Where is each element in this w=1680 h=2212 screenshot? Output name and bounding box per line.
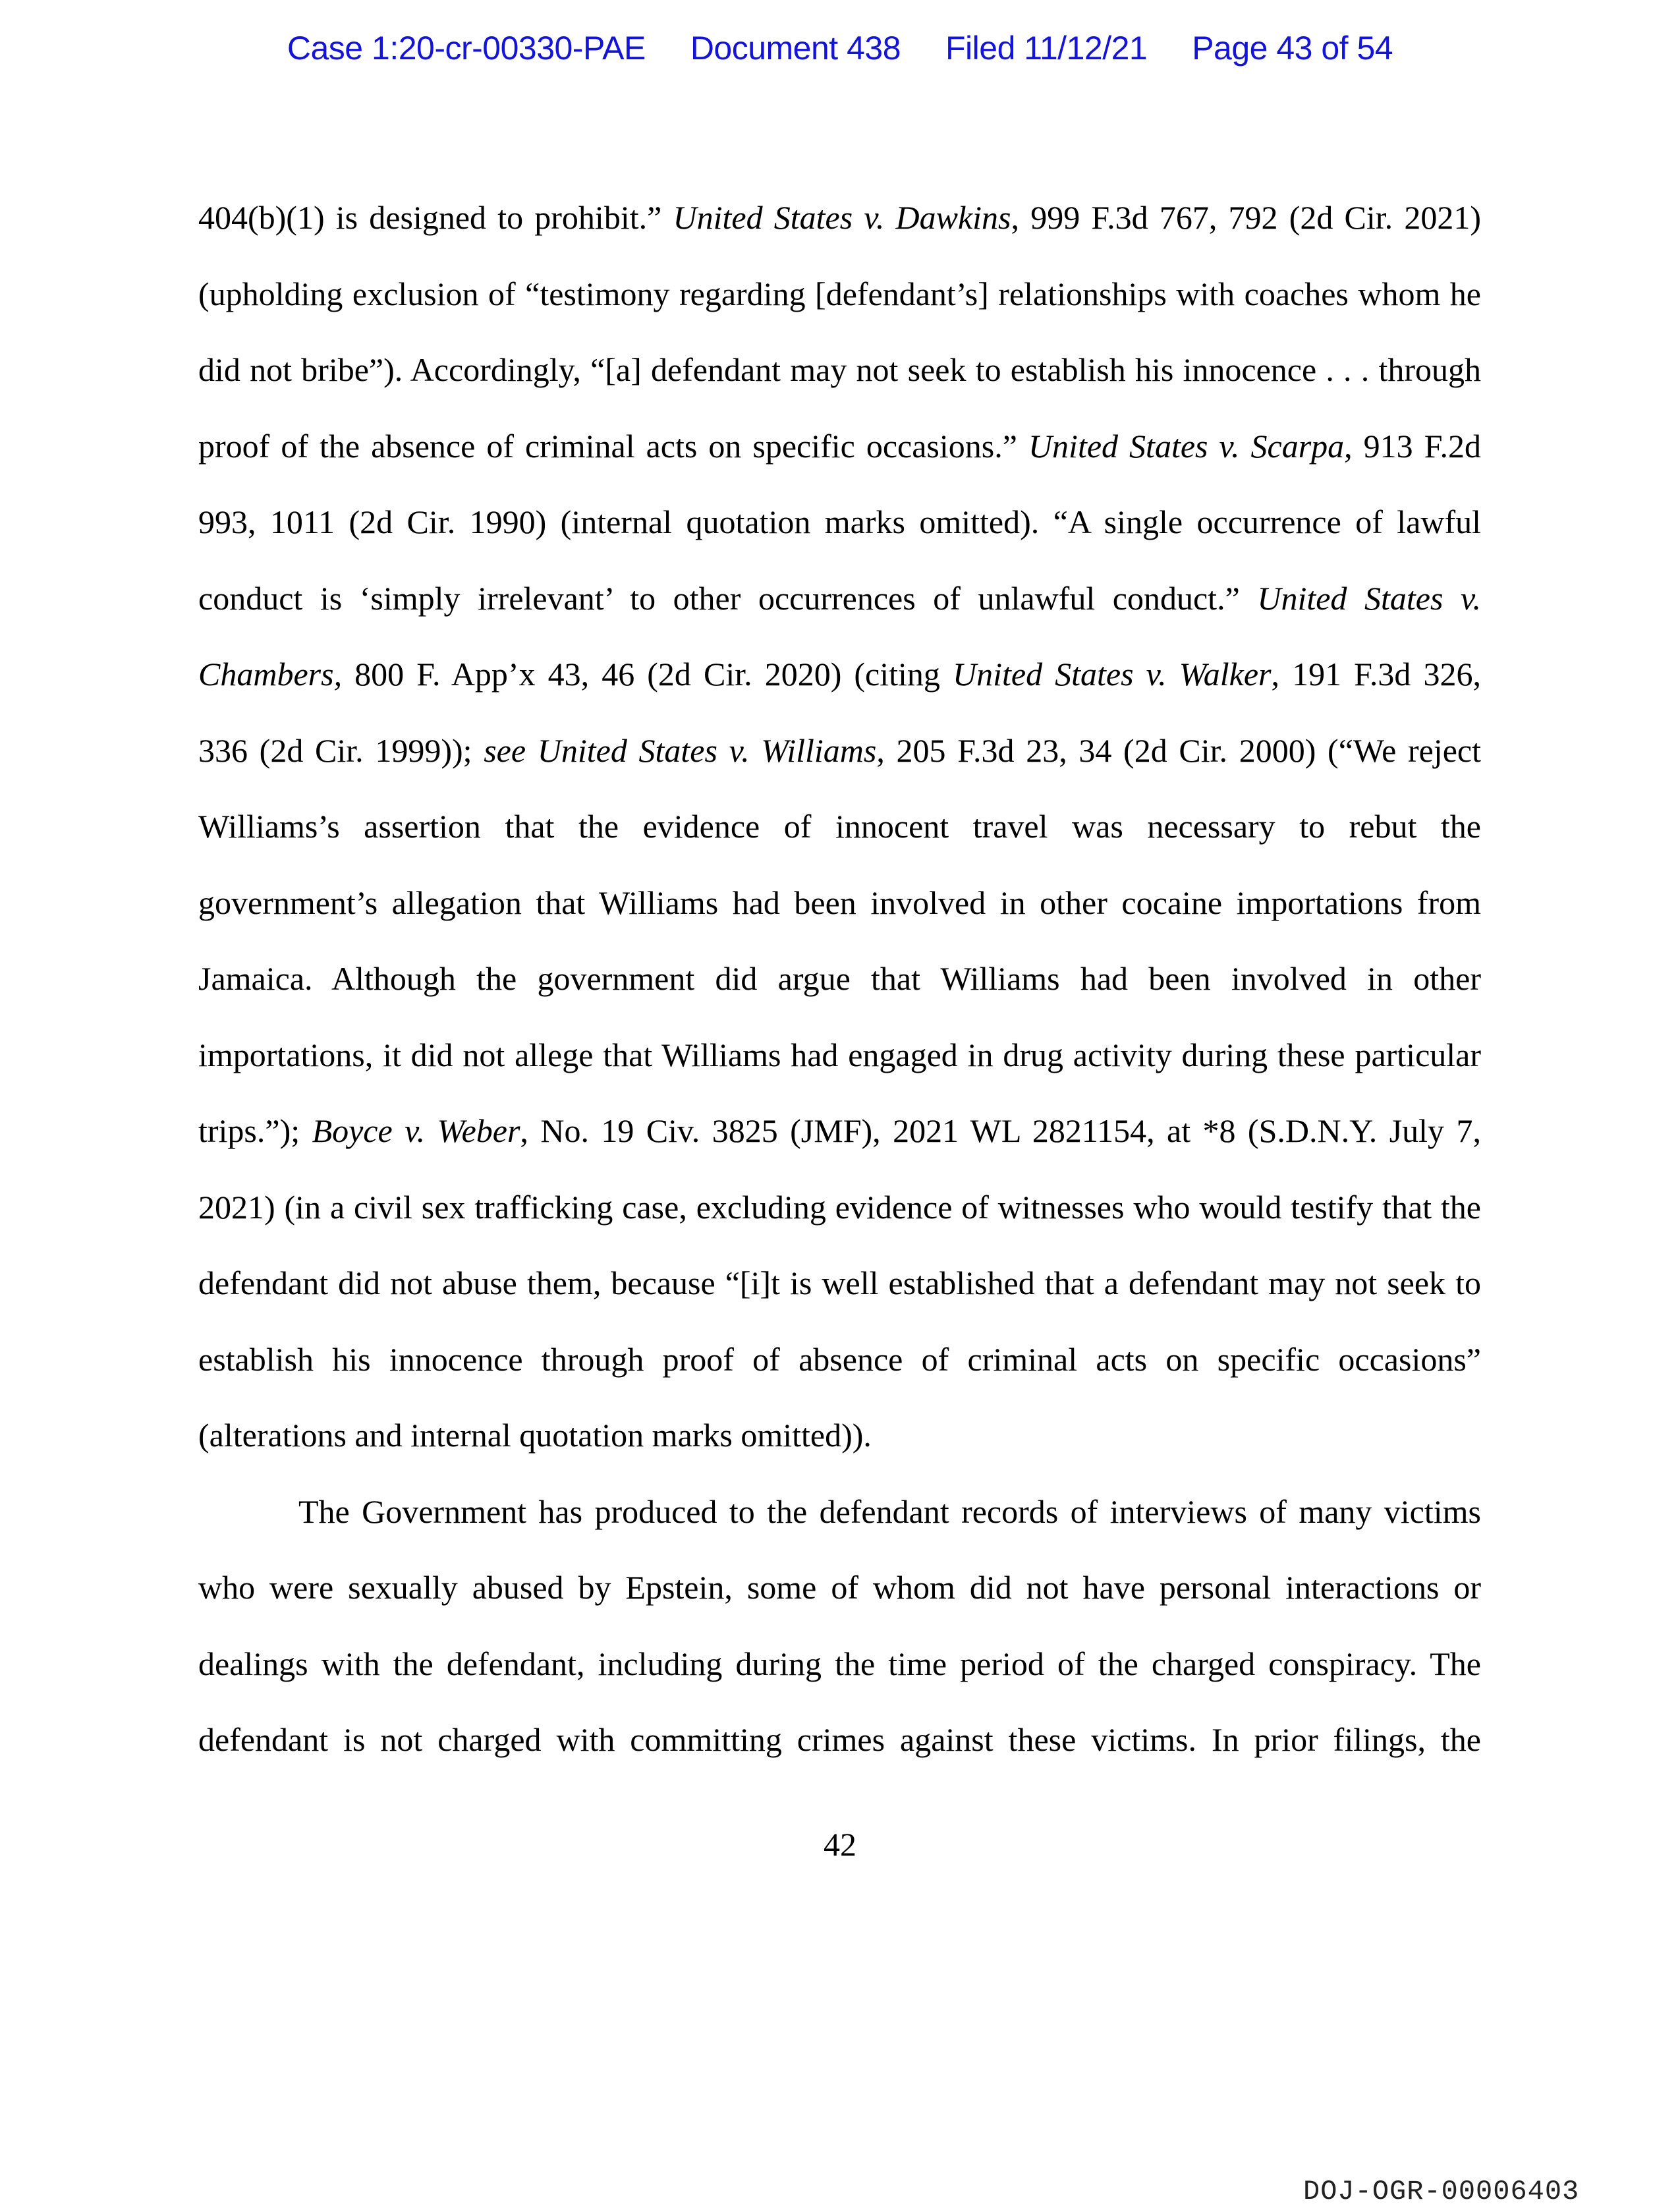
text-run: defendant did not abuse them, because “[i]t is well established that a defendant may not seek to [198, 1264, 1481, 1301]
text-run: Williams’s assertion that the evidence of innocent travel was necessary to rebut the [198, 808, 1481, 845]
text-line [198, 1340, 1481, 1379]
text-run: trips.”); [198, 1112, 312, 1149]
text-run: , 999 F.3d 767, 792 (2d Cir. 2021) [1011, 199, 1481, 236]
text-run: dealings with the defendant, including during the time period of the charged conspiracy. The [198, 1645, 1481, 1682]
text-run: (upholding exclusion of “testimony regarding [defendant’s] relationships with coaches whom he [198, 275, 1481, 312]
text-line [198, 654, 1481, 694]
text-run: 993, 1011 (2d Cir. 1990) (internal quotation marks omitted). “A single occurrence of lawful [198, 503, 1481, 540]
text-line [198, 1644, 1481, 1684]
text-line [198, 350, 1481, 389]
case-citation: United States v. Walker [953, 656, 1272, 693]
case-citation: United States v. Scarpa [1028, 427, 1345, 465]
text-run: proof of the absence of criminal acts on specific occasions.” [198, 427, 1028, 465]
text-line [198, 274, 1481, 314]
text-run: government’s allegation that Williams had been involved in other cocaine importations from [198, 884, 1481, 921]
text-run: 404(b)(1) is designed to prohibit.” [198, 199, 673, 236]
text-run: Jamaica. Although the government did argue that Williams had been involved in other [198, 960, 1481, 997]
text-run: , No. 19 Civ. 3825 (JMF), 2021 WL 2821154, at *8 (S.D.N.Y. July 7, [520, 1112, 1481, 1149]
text-line [198, 959, 1481, 998]
text-line [198, 1415, 1481, 1455]
case-citation: see United States v. Williams [484, 731, 877, 769]
page-number: 42 [824, 1826, 856, 1863]
bates-stamp: DOJ-OGR-00006403 [1303, 2176, 1580, 2207]
text-line [198, 1187, 1481, 1227]
text-run: The Government has produced to the defendant records of interviews of many victims [298, 1492, 1481, 1530]
text-run: importations, it did not allege that Williams had engaged in drug activity during these particular [198, 1036, 1481, 1073]
text-run: (alterations and internal quotation marks omitted)). [198, 1417, 872, 1454]
case-number: Case 1:20-cr-00330-PAE [287, 30, 646, 67]
case-citation: Chambers, [198, 656, 343, 693]
filed-date: Filed 11/12/21 [945, 30, 1148, 67]
text-run: defendant is not charged with committing crimes against these victims. In prior filings, the [198, 1721, 1481, 1758]
text-line [198, 1720, 1481, 1759]
document-number: Document 438 [690, 30, 901, 67]
ecf-header [0, 29, 1680, 67]
case-citation: Boyce v. Weber [312, 1112, 520, 1149]
text-run: , 913 F.2d [1344, 427, 1481, 465]
case-citation: United States v. Dawkins [673, 199, 1011, 236]
text-line [198, 731, 1481, 770]
page-count: Page 43 of 54 [1192, 30, 1393, 67]
text-line [198, 1568, 1481, 1607]
text-run: establish his innocence through proof of absence of criminal acts on specific occasions” [198, 1340, 1481, 1378]
text-run: who were sexually abused by Epstein, some of whom did not have personal interactions or [198, 1569, 1481, 1606]
case-citation: United States v. [1257, 579, 1481, 617]
text-line [198, 426, 1481, 466]
text-line [198, 883, 1481, 922]
text-line [198, 1111, 1481, 1150]
text-run: 800 F. App’x 43, 46 (2d Cir. 2020) (citing [342, 656, 953, 693]
text-line [198, 502, 1481, 542]
text-run: , 191 F.3d 326, [1271, 656, 1481, 693]
text-line [198, 807, 1481, 846]
text-line [198, 1035, 1481, 1075]
text-run: 336 (2d Cir. 1999)); [198, 731, 484, 769]
text-run: , 205 F.3d 23, 34 (2d Cir. 2000) (“We reject [876, 731, 1481, 769]
paragraph-first-line [198, 1492, 1481, 1531]
text-run: conduct is ‘simply irrelevant’ to other occurrences of unlawful conduct.” [198, 579, 1258, 617]
text-run: did not bribe”). Accordingly, “[a] defendant may not seek to establish his innocence . . . through [198, 351, 1481, 388]
text-line [198, 1263, 1481, 1303]
text-line [198, 579, 1481, 618]
text-run: 2021) (in a civil sex trafficking case, excluding evidence of witnesses who would testify that the [198, 1188, 1481, 1226]
text-line [198, 198, 1481, 237]
